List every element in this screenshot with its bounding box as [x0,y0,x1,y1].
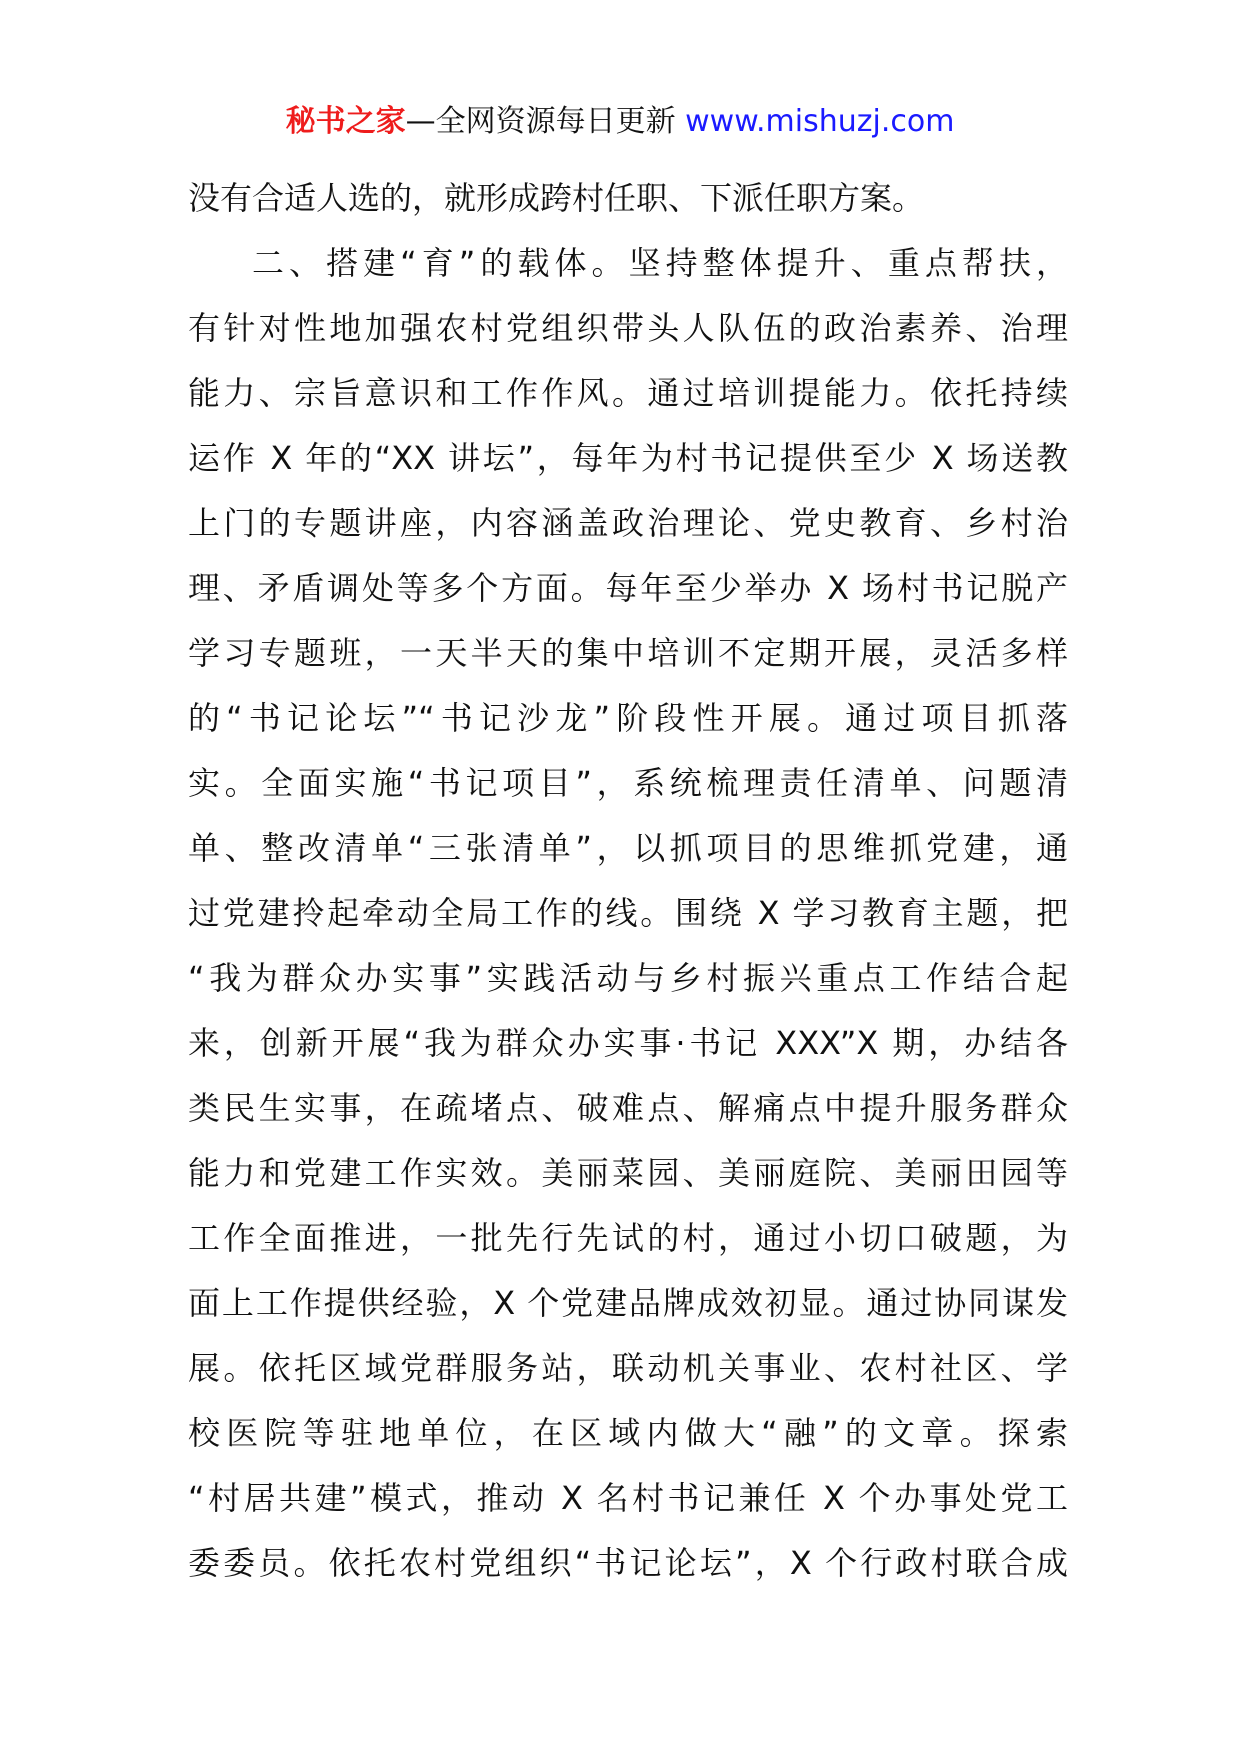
header-site-link[interactable]: www.mishuzj.com [685,104,955,139]
header-tagline: —全网资源每日更新 [405,104,676,139]
paragraph-line: 能力、宗旨意识和工作作风。通过培训提能力。依托持续 [188,374,1068,412]
page-header [0,100,1240,144]
paragraph-line: 单、整改清单“三张清单”，以抓项目的思维抓党建，通 [188,829,1068,867]
paragraph-line: 理、矛盾调处等多个方面。每年至少举办 X 场村书记脱产 [188,569,1068,607]
paragraph-line: 过党建拎起牵动全局工作的线。围绕 X 学习教育主题，把 [188,894,1068,932]
paragraph-line: 二、搭建“育”的载体。坚持整体提升、重点帮扶， [252,244,1068,282]
header-brand: 秘书之家 [285,104,406,139]
paragraph-line: 面上工作提供经验，X 个党建品牌成效初显。通过协同谋发 [188,1284,1068,1322]
paragraph-line: “我为群众办实事”实践活动与乡村振兴重点工作结合起 [188,959,1068,997]
paragraph-line: 有针对性地加强农村党组织带头人队伍的政治素养、治理 [188,309,1068,347]
paragraph-line: 运作 X 年的“XX 讲坛”，每年为村书记提供至少 X 场送教 [188,439,1068,477]
paragraph-line: 类民生实事，在疏堵点、破难点、解痛点中提升服务群众 [188,1089,1068,1127]
document-body [188,166,1068,1596]
paragraph-line: 学习专题班，一天半天的集中培训不定期开展，灵活多样 [188,634,1068,672]
paragraph-line: 上门的专题讲座，内容涵盖政治理论、党史教育、乡村治 [188,504,1068,542]
paragraph-line: 能力和党建工作实效。美丽菜园、美丽庭院、美丽田园等 [188,1154,1068,1192]
paragraph-line: 工作全面推进，一批先行先试的村，通过小切口破题，为 [188,1219,1068,1257]
paragraph-line: 没有合适人选的，就形成跨村任职、下派任职方案。 [188,179,925,217]
paragraph-line: “村居共建”模式，推动 X 名村书记兼任 X 个办事处党工 [188,1479,1068,1517]
paragraph-line: 实。全面实施“书记项目”，系统梳理责任清单、问题清 [188,764,1068,802]
paragraph-line: 委委员。依托农村党组织“书记论坛”，X 个行政村联合成 [188,1544,1068,1582]
paragraph-line: 展。依托区域党群服务站，联动机关事业、农村社区、学 [188,1349,1068,1387]
paragraph-line: 来，创新开展“我为群众办实事·书记 XXX”X 期，办结各 [188,1024,1068,1062]
paragraph-line: 的“书记论坛”“书记沙龙”阶段性开展。通过项目抓落 [188,699,1068,737]
paragraph-line: 校医院等驻地单位，在区域内做大“融”的文章。探索 [188,1414,1068,1452]
